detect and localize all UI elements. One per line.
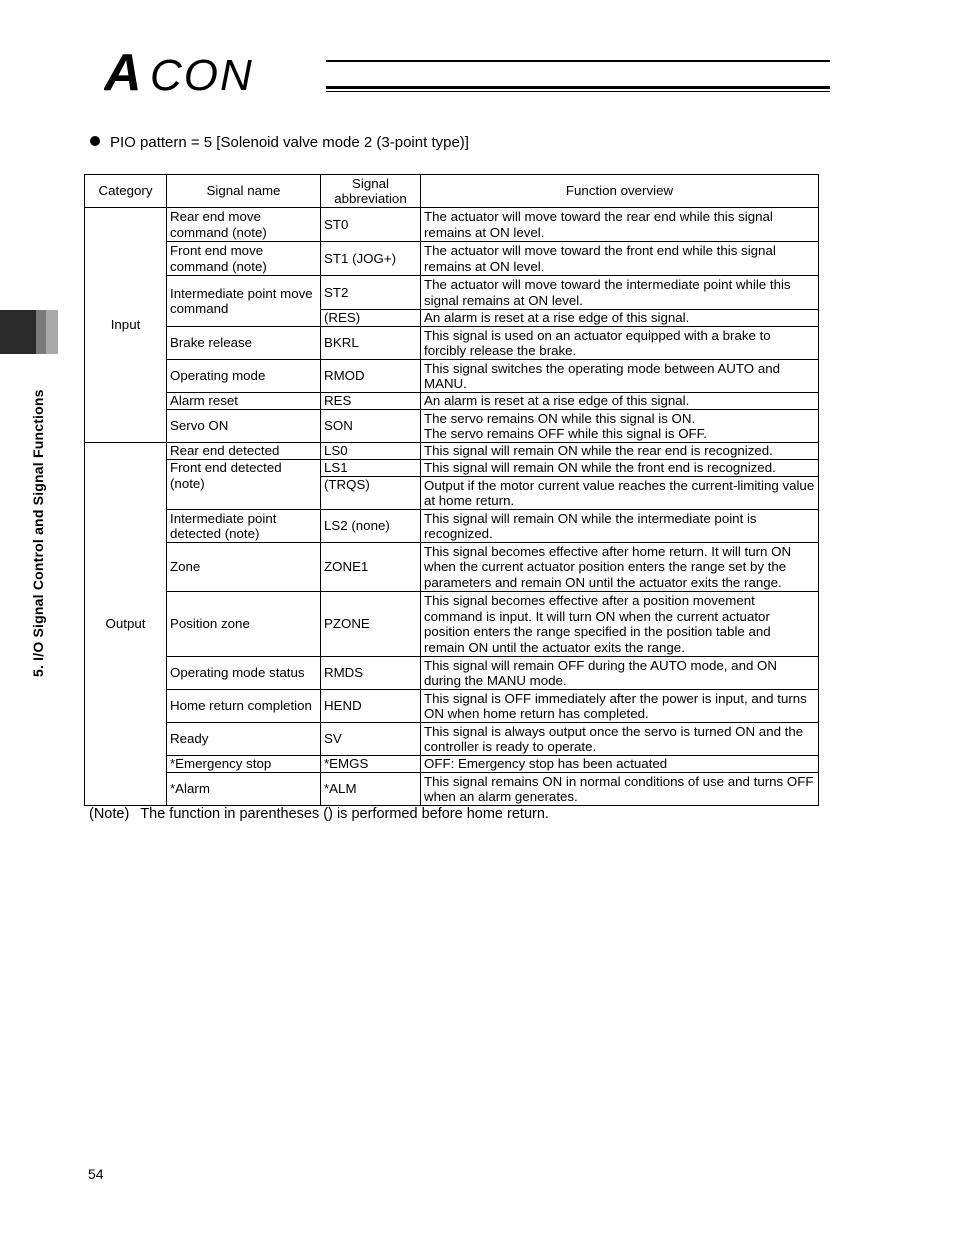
signal-name-line: (note) bbox=[170, 475, 205, 491]
signal-abbr: HEND bbox=[321, 690, 421, 723]
signal-name: *Emergency stop bbox=[167, 756, 321, 773]
signal-name: Operating mode status bbox=[167, 657, 321, 690]
signal-name: Rear end detected bbox=[167, 443, 321, 460]
note-text: The function in parentheses () is performed before home return. bbox=[140, 806, 549, 822]
signal-abbr: (RES) bbox=[321, 310, 421, 327]
acon-logo bbox=[104, 48, 324, 94]
table-row bbox=[85, 208, 819, 242]
category-output: Output bbox=[85, 443, 167, 806]
signal-name: Position zone bbox=[167, 592, 321, 657]
signal-function: This signal will remain ON while the rear end is recognized. bbox=[421, 443, 819, 460]
table-row bbox=[85, 756, 819, 773]
signal-name: Ready bbox=[167, 723, 321, 756]
signal-name: Home return completion bbox=[167, 690, 321, 723]
signal-function: This signal is OFF immediately after the power is input, and turns ON when home return has completed. bbox=[421, 690, 819, 723]
signal-abbr: (TRQS) bbox=[321, 477, 421, 510]
signal-function: Output if the motor current value reaches the current-limiting value at home return. bbox=[421, 477, 819, 510]
signal-function-line: The servo remains OFF while this signal is OFF. bbox=[424, 426, 708, 441]
signal-table bbox=[84, 174, 819, 806]
svg-text:A: A bbox=[104, 48, 142, 94]
col-header-function-overview: Function overview bbox=[421, 175, 819, 208]
signal-function: OFF: Emergency stop has been actuated bbox=[421, 756, 819, 773]
header-rule-top bbox=[326, 60, 830, 62]
signal-abbr: LS0 bbox=[321, 443, 421, 460]
section-heading-text: PIO pattern = 5 [Solenoid valve mode 2 (3-point type)] bbox=[110, 134, 469, 151]
signal-abbr: LS2 (none) bbox=[321, 510, 421, 543]
signal-abbr: ZONE1 bbox=[321, 543, 421, 592]
svg-text:CON: CON bbox=[150, 51, 254, 94]
table-row bbox=[85, 543, 819, 592]
signal-function: This signal will remain ON while the intermediate point is recognized. bbox=[421, 510, 819, 543]
signal-function bbox=[421, 410, 819, 443]
signal-name: Zone bbox=[167, 543, 321, 592]
col-header-category: Category bbox=[85, 175, 167, 208]
col-header-signal-abbreviation: Signal abbreviation bbox=[321, 175, 421, 208]
signal-abbr: LS1 bbox=[321, 460, 421, 477]
signal-function: The actuator will move toward the rear end while this signal remains at ON level. bbox=[421, 208, 819, 242]
signal-function: An alarm is reset at a rise edge of this signal. bbox=[421, 393, 819, 410]
signal-function: This signal switches the operating mode between AUTO and MANU. bbox=[421, 360, 819, 393]
signal-abbr: ST1 (JOG+) bbox=[321, 242, 421, 276]
table-note bbox=[89, 806, 549, 822]
signal-function: This signal is always output once the servo is turned ON and the controller is ready to operate. bbox=[421, 723, 819, 756]
table-row bbox=[85, 592, 819, 657]
table-row bbox=[85, 460, 819, 477]
table-row bbox=[85, 510, 819, 543]
col-header-signal-name: Signal name bbox=[167, 175, 321, 208]
signal-name bbox=[167, 460, 321, 510]
header-rule-thin bbox=[326, 91, 830, 92]
signal-abbr: SON bbox=[321, 410, 421, 443]
table-row bbox=[85, 723, 819, 756]
signal-name-line: Front end detected bbox=[170, 460, 282, 475]
signal-function: This signal is used on an actuator equipped with a brake to forcibly release the brake. bbox=[421, 327, 819, 360]
table-row bbox=[85, 443, 819, 460]
signal-function: This signal becomes effective after home return. It will turn ON when the current actuator position enters the range set by the parameters and remain ON until the actuator exits the range. bbox=[421, 543, 819, 592]
note-label: (Note) bbox=[89, 806, 130, 822]
signal-name: Front end move command (note) bbox=[167, 242, 321, 276]
table-header-row bbox=[85, 175, 819, 208]
signal-function: An alarm is reset at a rise edge of this signal. bbox=[421, 310, 819, 327]
category-input: Input bbox=[85, 208, 167, 443]
chapter-tab-marker bbox=[0, 310, 58, 354]
header-rule-thick bbox=[326, 86, 830, 89]
bullet-icon bbox=[90, 136, 100, 146]
table-row bbox=[85, 276, 819, 310]
signal-abbr: RES bbox=[321, 393, 421, 410]
table-row bbox=[85, 657, 819, 690]
table-row bbox=[85, 393, 819, 410]
table-row bbox=[85, 690, 819, 723]
signal-name: *Alarm bbox=[167, 773, 321, 806]
signal-name: Brake release bbox=[167, 327, 321, 360]
signal-function: The actuator will move toward the intermediate point while this signal remains at ON level. bbox=[421, 276, 819, 310]
signal-name: Rear end move command (note) bbox=[167, 208, 321, 242]
chapter-side-label: 5. I/O Signal Control and Signal Functions bbox=[30, 389, 46, 677]
table-row bbox=[85, 242, 819, 276]
signal-function: The actuator will move toward the front end while this signal remains at ON level. bbox=[421, 242, 819, 276]
signal-name: Intermediate point detected (note) bbox=[167, 510, 321, 543]
signal-function: This signal becomes effective after a position movement command is input. It will turn ON when the current actuator position enters the range specified in the position table and remain ON until the actuator exits the range. bbox=[421, 592, 819, 657]
signal-abbr: *EMGS bbox=[321, 756, 421, 773]
signal-function-line: The servo remains ON while this signal is ON. bbox=[424, 410, 696, 426]
page-number: 54 bbox=[88, 1166, 104, 1182]
signal-name: Alarm reset bbox=[167, 393, 321, 410]
signal-abbr: SV bbox=[321, 723, 421, 756]
signal-abbr: PZONE bbox=[321, 592, 421, 657]
signal-abbr: ST0 bbox=[321, 208, 421, 242]
section-heading bbox=[90, 134, 469, 151]
table-row bbox=[85, 360, 819, 393]
signal-name: Servo ON bbox=[167, 410, 321, 443]
table-row bbox=[85, 327, 819, 360]
signal-abbr: *ALM bbox=[321, 773, 421, 806]
signal-function: This signal will remain ON while the front end is recognized. bbox=[421, 460, 819, 477]
signal-abbr: BKRL bbox=[321, 327, 421, 360]
signal-abbr: RMOD bbox=[321, 360, 421, 393]
table-row bbox=[85, 410, 819, 443]
signal-function: This signal will remain OFF during the AUTO mode, and ON during the MANU mode. bbox=[421, 657, 819, 690]
signal-function: This signal remains ON in normal conditions of use and turns OFF when an alarm generates. bbox=[421, 773, 819, 806]
signal-name: Operating mode bbox=[167, 360, 321, 393]
signal-abbr: RMDS bbox=[321, 657, 421, 690]
signal-name: Intermediate point move command bbox=[167, 276, 321, 327]
signal-abbr: ST2 bbox=[321, 276, 421, 310]
table-row bbox=[85, 773, 819, 806]
